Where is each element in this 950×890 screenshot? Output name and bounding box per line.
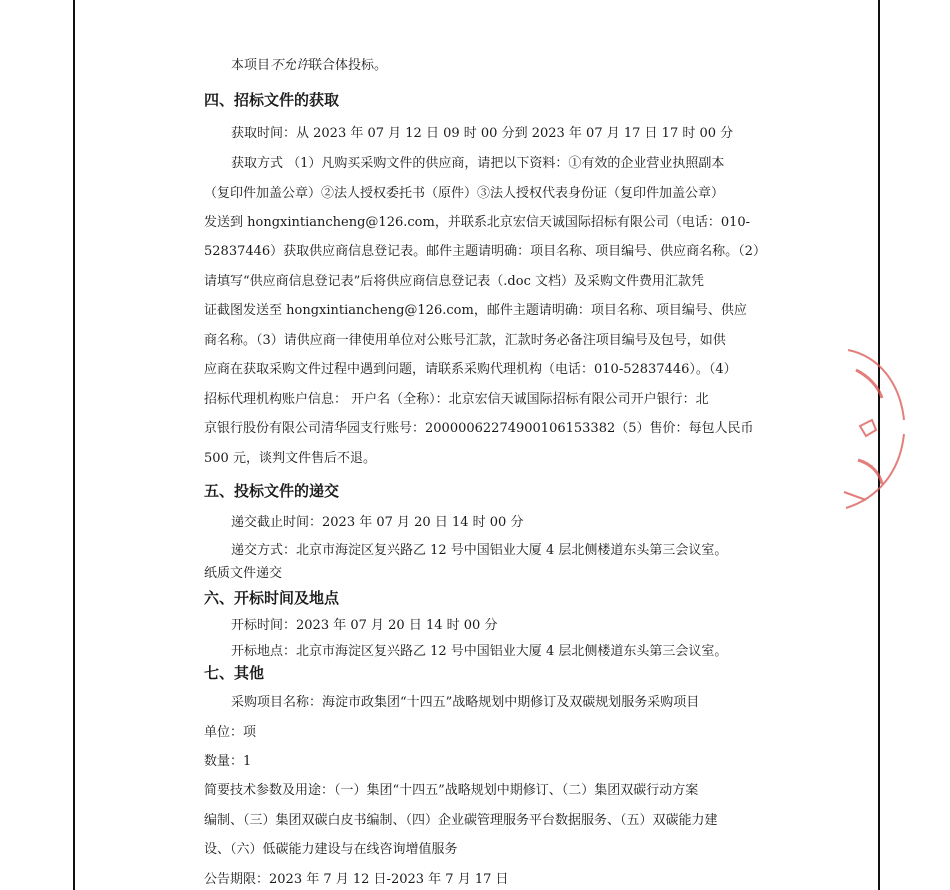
- intro-emphasis: 不允许: [270, 58, 310, 73]
- section-4-heading: 四、招标文件的获取: [204, 91, 340, 109]
- s4-line: 500 元，谈判文件售后不退。: [204, 451, 376, 466]
- s4-line: 发送到 hongxintiancheng@126.com，并联系北京宏信天诚国际招标有限公司（电话：010-: [204, 215, 751, 230]
- s4-time: 获取时间：从 2023 年 07 月 12 日 09 时 00 分到 2023 年 07 月 17 日 17 时 00 分: [231, 126, 734, 141]
- red-seal-stamp: [838, 342, 908, 514]
- s6-place: 开标地点：北京市海淀区复兴路乙 12 号中国铝业大厦 4 层北侧楼道东头第三会议室。: [231, 644, 728, 659]
- s4-line: 请填写“供应商信息登记表”后将供应商信息登记表（.doc 文档）及采购文件费用汇款凭: [204, 274, 704, 289]
- intro-line: 本项目不允许联合体投标。: [231, 58, 388, 73]
- s7-project: 采购项目名称：海淀市政集团“十四五”战略规划中期修订及双碳规划服务采购项目: [231, 695, 700, 710]
- section-6-heading: 六、开标时间及地点: [204, 589, 340, 607]
- s7-unit: 单位：项: [204, 725, 257, 740]
- s7-tech: 简要技术参数及用途：（一）集团“十四五”战略规划中期修订、（二）集团双碳行动方案: [204, 783, 699, 798]
- s5-deadline: 递交截止时间：2023 年 07 月 20 日 14 时 00 分: [231, 515, 524, 530]
- s7-tech: 编制、（三）集团双碳白皮书编制、（四）企业碳管理服务平台数据服务、（五）双碳能力建: [204, 813, 718, 828]
- section-7-heading: 七、其他: [204, 664, 265, 682]
- s4-line: 京银行股份有限公司清华园支行账号：20000062274900106153382（5）售价：每包人民币: [204, 421, 754, 436]
- s4-line: 招标代理机构账户信息： 开户名（全称）：北京宏信天诚国际招标有限公司开户银行：北: [204, 392, 709, 407]
- s5-method: 递交方式：北京市海淀区复兴路乙 12 号中国铝业大厦 4 层北侧楼道东头第三会议室。: [231, 543, 728, 558]
- s7-tech: 设、（六）低碳能力建设与在线咨询增值服务: [204, 842, 458, 857]
- s4-line: 52837446）获取供应商信息登记表。邮件主题请明确：项目名称、项目编号、供应商名称。（2）: [204, 244, 766, 259]
- s4-line: （复印件加盖公章）②法人授权委托书（原件）③法人授权代表身份证（复印件加盖公章）: [204, 186, 725, 201]
- s4-line: 获取方式 （1）凡购买采购文件的供应商，请把以下资料：①有效的企业营业执照副本: [231, 156, 725, 171]
- s4-line: 商名称。（3）请供应商一律使用单位对公账号汇款，汇款时务必备注项目编号及包号，如供: [204, 333, 726, 348]
- s4-line: 应商在获取采购文件过程中遇到问题，请联系采购代理机构（电话：010-52837446）。（4）: [204, 362, 737, 377]
- s7-qty: 数量：1: [204, 754, 252, 769]
- s6-time: 开标时间：2023 年 07 月 20 日 14 时 00 分: [231, 618, 498, 633]
- s5-paper: 纸质文件递交: [204, 566, 283, 581]
- s7-period: 公告期限：2023 年 7 月 12 日-2023 年 7 月 17 日: [204, 872, 509, 887]
- section-5-heading: 五、投标文件的递交: [204, 482, 340, 500]
- s4-line: 证截图发送至 hongxintiancheng@126.com，邮件主题请明确：项目名称、项目编号、供应: [204, 303, 747, 318]
